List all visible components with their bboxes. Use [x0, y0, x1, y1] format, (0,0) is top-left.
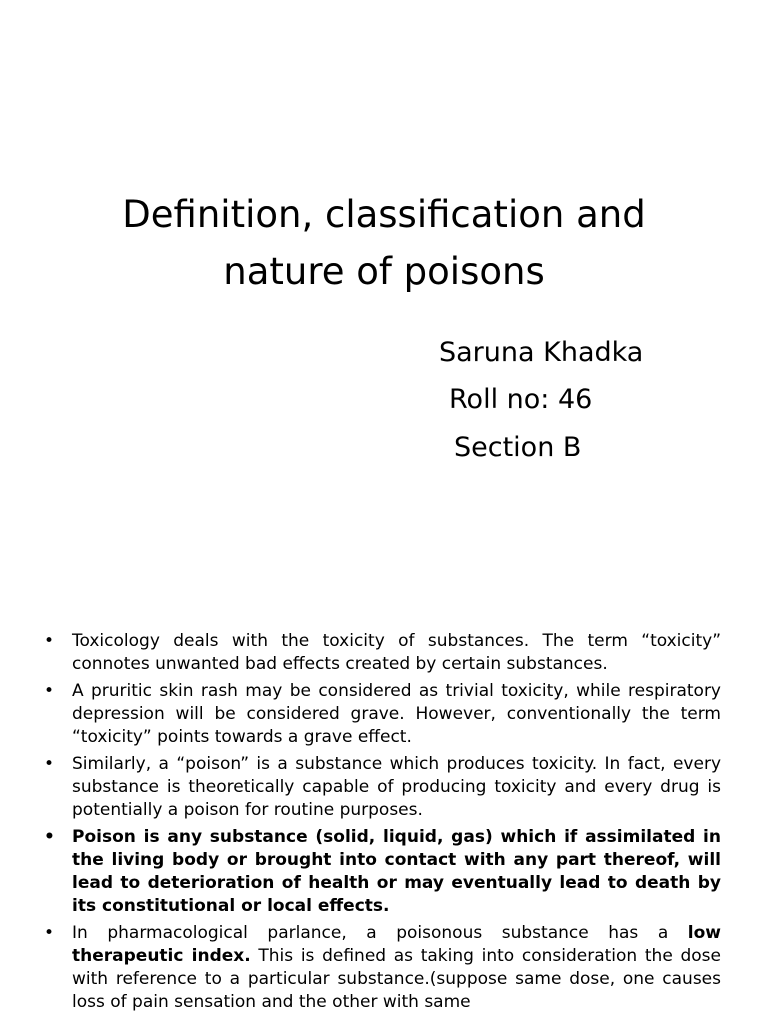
section-label: Section B [454, 432, 582, 463]
bullet-icon: • [44, 681, 55, 701]
slide-title [0, 186, 768, 300]
bullet-text-post: This is defined as taking into consideration the dose with reference to a particular substance.(suppose same dose, one causes loss of pain sensation and the other with same [72, 946, 721, 1012]
bullet-item [44, 753, 721, 822]
bullet-item [44, 630, 721, 676]
slide-title-line-1: Definition, classification and [122, 193, 646, 236]
bullet-item-definition [44, 826, 721, 918]
roll-number: Roll no: 46 [449, 384, 593, 415]
bullet-icon: • [44, 631, 55, 651]
bullet-text: Poison is any substance (solid, liquid, gas) which if assimilated in the living body or brought into contact with any part thereof, will lead to deterioration of health or may eventually lead to death by its constitutional or local effects. [72, 827, 721, 916]
bullet-icon: • [44, 754, 55, 774]
bullet-icon: • [44, 923, 55, 943]
bullet-text: Similarly, a “poison” is a substance which produces toxicity. In fact, every substance is theoretically capable of producing toxicity and every drug is potentially a poison for routine purposes. [72, 754, 721, 820]
bullet-icon: • [44, 827, 55, 847]
bullet-text-pre: In pharmacological parlance, a poisonous substance has a [72, 923, 688, 943]
content-slide [0, 576, 768, 1024]
bullet-item [44, 680, 721, 749]
bullet-text: A pruritic skin rash may be considered as trivial toxicity, while respiratory depression will be considered grave. However, conventionally the term “toxicity” points towards a grave effect. [72, 681, 721, 747]
bullet-text-emphasis: low therapeutic index. [72, 923, 721, 966]
bullet-text: Toxicology deals with the toxicity of substances. The term “toxicity” connotes unwanted bad effects created by certain substances. [72, 631, 721, 674]
slide-title-line-2: nature of poisons [223, 250, 545, 293]
bullet-item [44, 922, 721, 1014]
bullet-list [44, 630, 721, 1018]
author-name: Saruna Khadka [439, 337, 644, 368]
